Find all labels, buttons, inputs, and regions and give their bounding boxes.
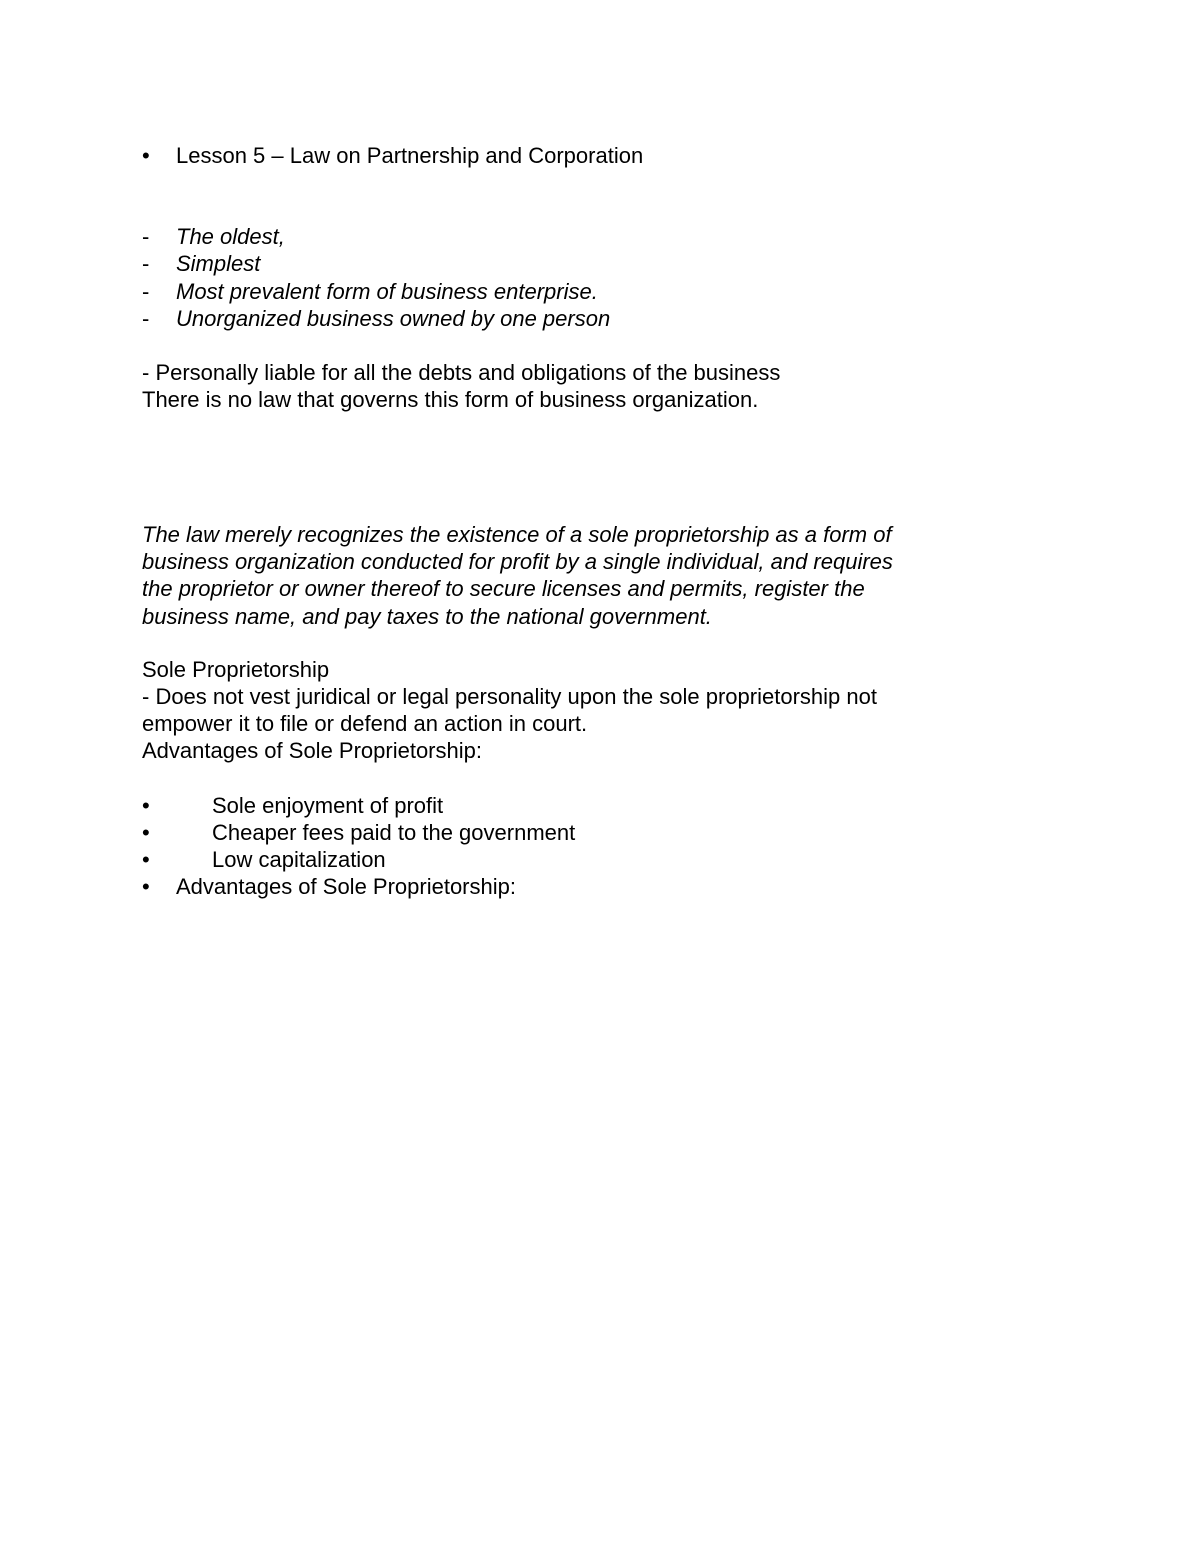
liability-line: - Personally liable for all the debts and obligations of the business: [142, 360, 781, 385]
dash-marker: -: [142, 279, 150, 304]
advantage-bullet: •: [142, 847, 150, 872]
advantage-item: Cheaper fees paid to the government: [212, 820, 576, 845]
dash-marker: -: [142, 251, 150, 276]
lesson-heading: Lesson 5 – Law on Partnership and Corporation: [176, 143, 644, 168]
dash-item: Unorganized business owned by one person: [176, 306, 611, 331]
law-paragraph-line: business organization conducted for profit by a single individual, and requires: [142, 549, 893, 574]
last-bullet-text: Advantages of Sole Proprietorship:: [176, 874, 516, 899]
juridical-line: - Does not vest juridical or legal personality upon the sole proprietorship not: [142, 684, 877, 709]
dash-marker: -: [142, 306, 150, 331]
law-paragraph-line: business name, and pay taxes to the national government.: [142, 604, 712, 629]
advantages-heading: Advantages of Sole Proprietorship:: [142, 738, 482, 763]
advantage-item: Sole enjoyment of profit: [212, 793, 444, 818]
advantage-bullet: •: [142, 820, 150, 845]
no-law-line: There is no law that governs this form of business organization.: [142, 387, 759, 412]
dash-item: Most prevalent form of business enterprise.: [176, 279, 598, 304]
law-paragraph-line: the proprietor or owner thereof to secure licenses and permits, register the: [142, 576, 865, 601]
advantage-item: Low capitalization: [212, 847, 386, 872]
juridical-line: empower it to file or defend an action in court.: [142, 711, 588, 736]
sole-proprietorship-heading: Sole Proprietorship: [142, 657, 330, 682]
heading-bullet: •: [142, 143, 150, 168]
dash-item: The oldest,: [176, 224, 285, 249]
dash-marker: -: [142, 224, 150, 249]
last-bullet: •: [142, 874, 150, 899]
advantage-bullet: •: [142, 793, 150, 818]
dash-item: Simplest: [176, 251, 261, 276]
law-paragraph-line: The law merely recognizes the existence of a sole proprietorship as a form of: [142, 522, 892, 547]
